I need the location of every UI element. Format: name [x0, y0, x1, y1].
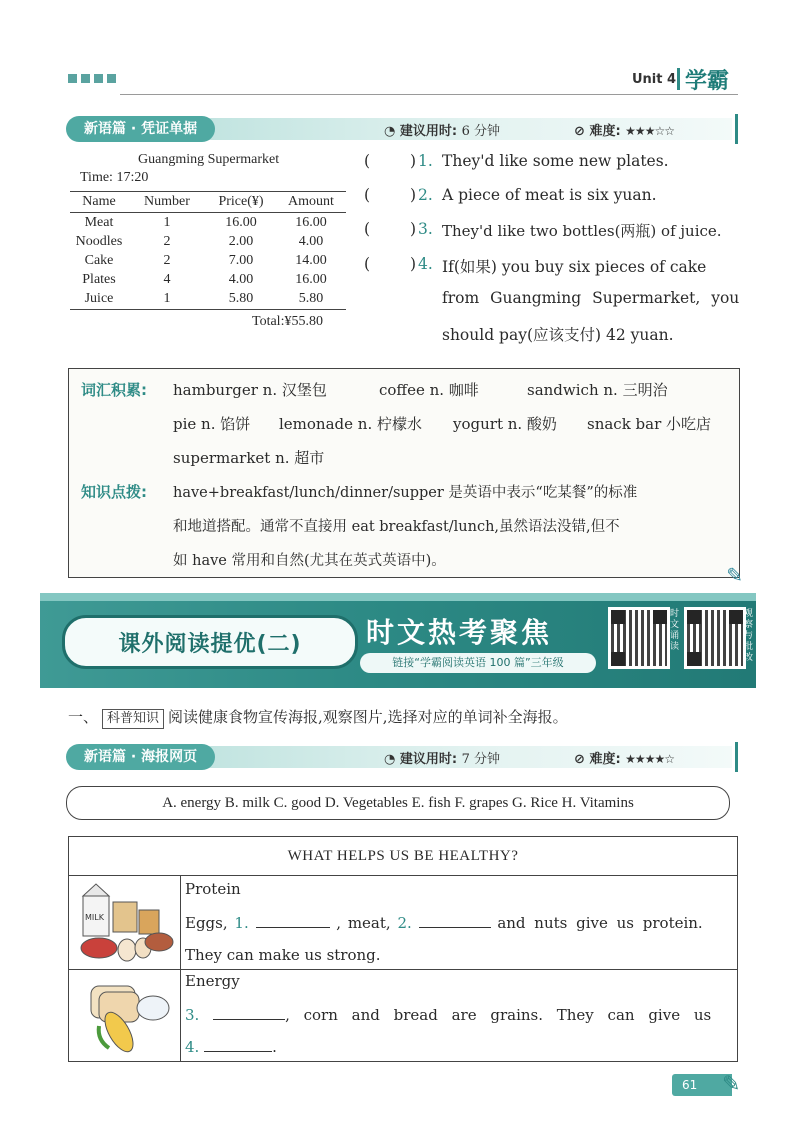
banner-title: 时文热考聚焦 [366, 616, 553, 649]
blank-4[interactable] [204, 1051, 272, 1052]
suggested-time: ◔ 建议用时: 6 分钟 [384, 124, 501, 139]
vocab-item: snack bar 小吃店 [587, 415, 712, 433]
difficulty-stars: ★★★★☆ [625, 752, 674, 766]
reading-banner [40, 593, 756, 688]
energy-food-image [69, 970, 181, 1061]
qr-code-icon[interactable] [608, 607, 670, 669]
vocab-item: sandwich n. 三明治 [527, 381, 668, 399]
knowledge-text: 如 have 常用和自然(尤其在英式英语中)。 [173, 553, 446, 569]
receipt-time: Time: 17:20 [80, 170, 149, 185]
suggested-time: ◔ 建议用时: 7 分钟 [384, 752, 501, 767]
check-icon: ⊘ [574, 124, 585, 139]
vocab-item: yogurt n. 酸奶 [453, 415, 557, 433]
vocab-item: lemonade n. 柠檬水 [279, 415, 422, 433]
pencil-icon: ✎ [722, 1072, 741, 1097]
energy-heading: Energy [185, 972, 240, 990]
topic-tag: 科普知识 [102, 709, 164, 729]
poster-table [68, 836, 738, 1062]
table-row: Plates 4 4.00 16.00 [82, 272, 327, 288]
banner-subtitle: 链接“学霸阅读英语 100 篇”三年级 [360, 653, 596, 673]
section-header-receipt [66, 116, 738, 142]
protein-sentence: Eggs, 1. , meat, 2. and nuts give us protein. [185, 914, 703, 932]
knowledge-text: have+breakfast/lunch/dinner/supper 是英语中表示“吃某餐”的标准 [173, 485, 638, 501]
difficulty-stars: ★★★☆☆ [625, 124, 674, 138]
clock-icon: ◔ [384, 752, 396, 767]
knowledge-text: 和地道搭配。通常不直接用 eat breakfast/lunch,虽然语法没错,但不 [173, 519, 620, 535]
difficulty: ⊘ 难度: ★★★★☆ [574, 752, 674, 767]
blank-3[interactable] [213, 1019, 285, 1020]
header-decoration [68, 74, 116, 83]
page-number: 61 [672, 1074, 732, 1096]
qr-code-icon[interactable] [684, 607, 746, 669]
poster-row-protein [69, 876, 737, 970]
blank-1[interactable] [256, 927, 330, 928]
header-rule [120, 94, 738, 95]
word-options: A. energy B. milk C. good D. Vegetables E. fish F. grapes G. Rice H. Vitamins [66, 786, 730, 820]
protein-food-image [69, 876, 181, 969]
section-label: 新语篇 · 凭证单据 [66, 116, 215, 142]
pencil-icon: ✎ [726, 563, 743, 587]
section-header-poster [66, 744, 738, 770]
section-label: 新语篇 · 海报网页 [66, 744, 215, 770]
qr-label: 时文诵读 [670, 609, 680, 652]
clock-icon: ◔ [384, 124, 396, 139]
unit-divider [677, 68, 680, 90]
vocab-item: coffee n. 咖啡 [379, 381, 479, 399]
knowledge-box [68, 368, 743, 587]
receipt-table: Name Number Price(¥) Amount Meat 1 16.00 16.00 Noodles 2 2.00 4.00 Cake 2 7.00 14.00 Plates 4 4.00 16.00 Juice 1 5.80 5.80 [70, 191, 346, 310]
table-row: Meat 1 16.00 16.00 [84, 214, 327, 230]
energy-sentence: 3. , corn and bread are grains. They can give us [185, 1006, 712, 1024]
check-icon: ⊘ [574, 752, 585, 767]
energy-sentence-2: 4. . [185, 1038, 277, 1056]
svg-text:MILK: MILK [85, 913, 104, 922]
protein-heading: Protein [185, 880, 241, 898]
banner-pill: 课外阅读提优(二) [62, 615, 358, 669]
knowledge-label: 知识点拨: [81, 483, 147, 501]
vocab-item: pie n. 馅饼 [173, 415, 251, 433]
vocab-label: 词汇积累: [81, 381, 147, 399]
table-row: Cake 2 7.00 14.00 [84, 252, 327, 268]
brand-logo: 学霸 [685, 69, 730, 94]
vocab-item: hamburger n. 汉堡包 [173, 381, 327, 399]
table-row: Noodles 2 2.00 4.00 [75, 233, 324, 249]
receipt-store: Guangming Supermarket [138, 152, 280, 167]
reading-instruction: 一、 科普知识 阅读健康食物宣传海报,观察图片,选择对应的单词补全海报。 [68, 706, 568, 729]
difficulty: ⊘ 难度: ★★★☆☆ [574, 124, 674, 139]
protein-sentence-2: They can make us strong. [185, 946, 381, 964]
poster-title: WHAT HELPS US BE HEALTHY? [69, 837, 737, 876]
vocab-item: supermarket n. 超市 [173, 449, 325, 467]
blank-2[interactable] [419, 927, 491, 928]
poster-row-energy [69, 970, 737, 1061]
unit-label: Unit 4 [632, 72, 677, 87]
table-row: Juice 1 5.80 5.80 [70, 290, 346, 310]
receipt-total: Total:¥55.80 [252, 314, 323, 329]
qr-label: 观察与批改 [744, 609, 754, 663]
